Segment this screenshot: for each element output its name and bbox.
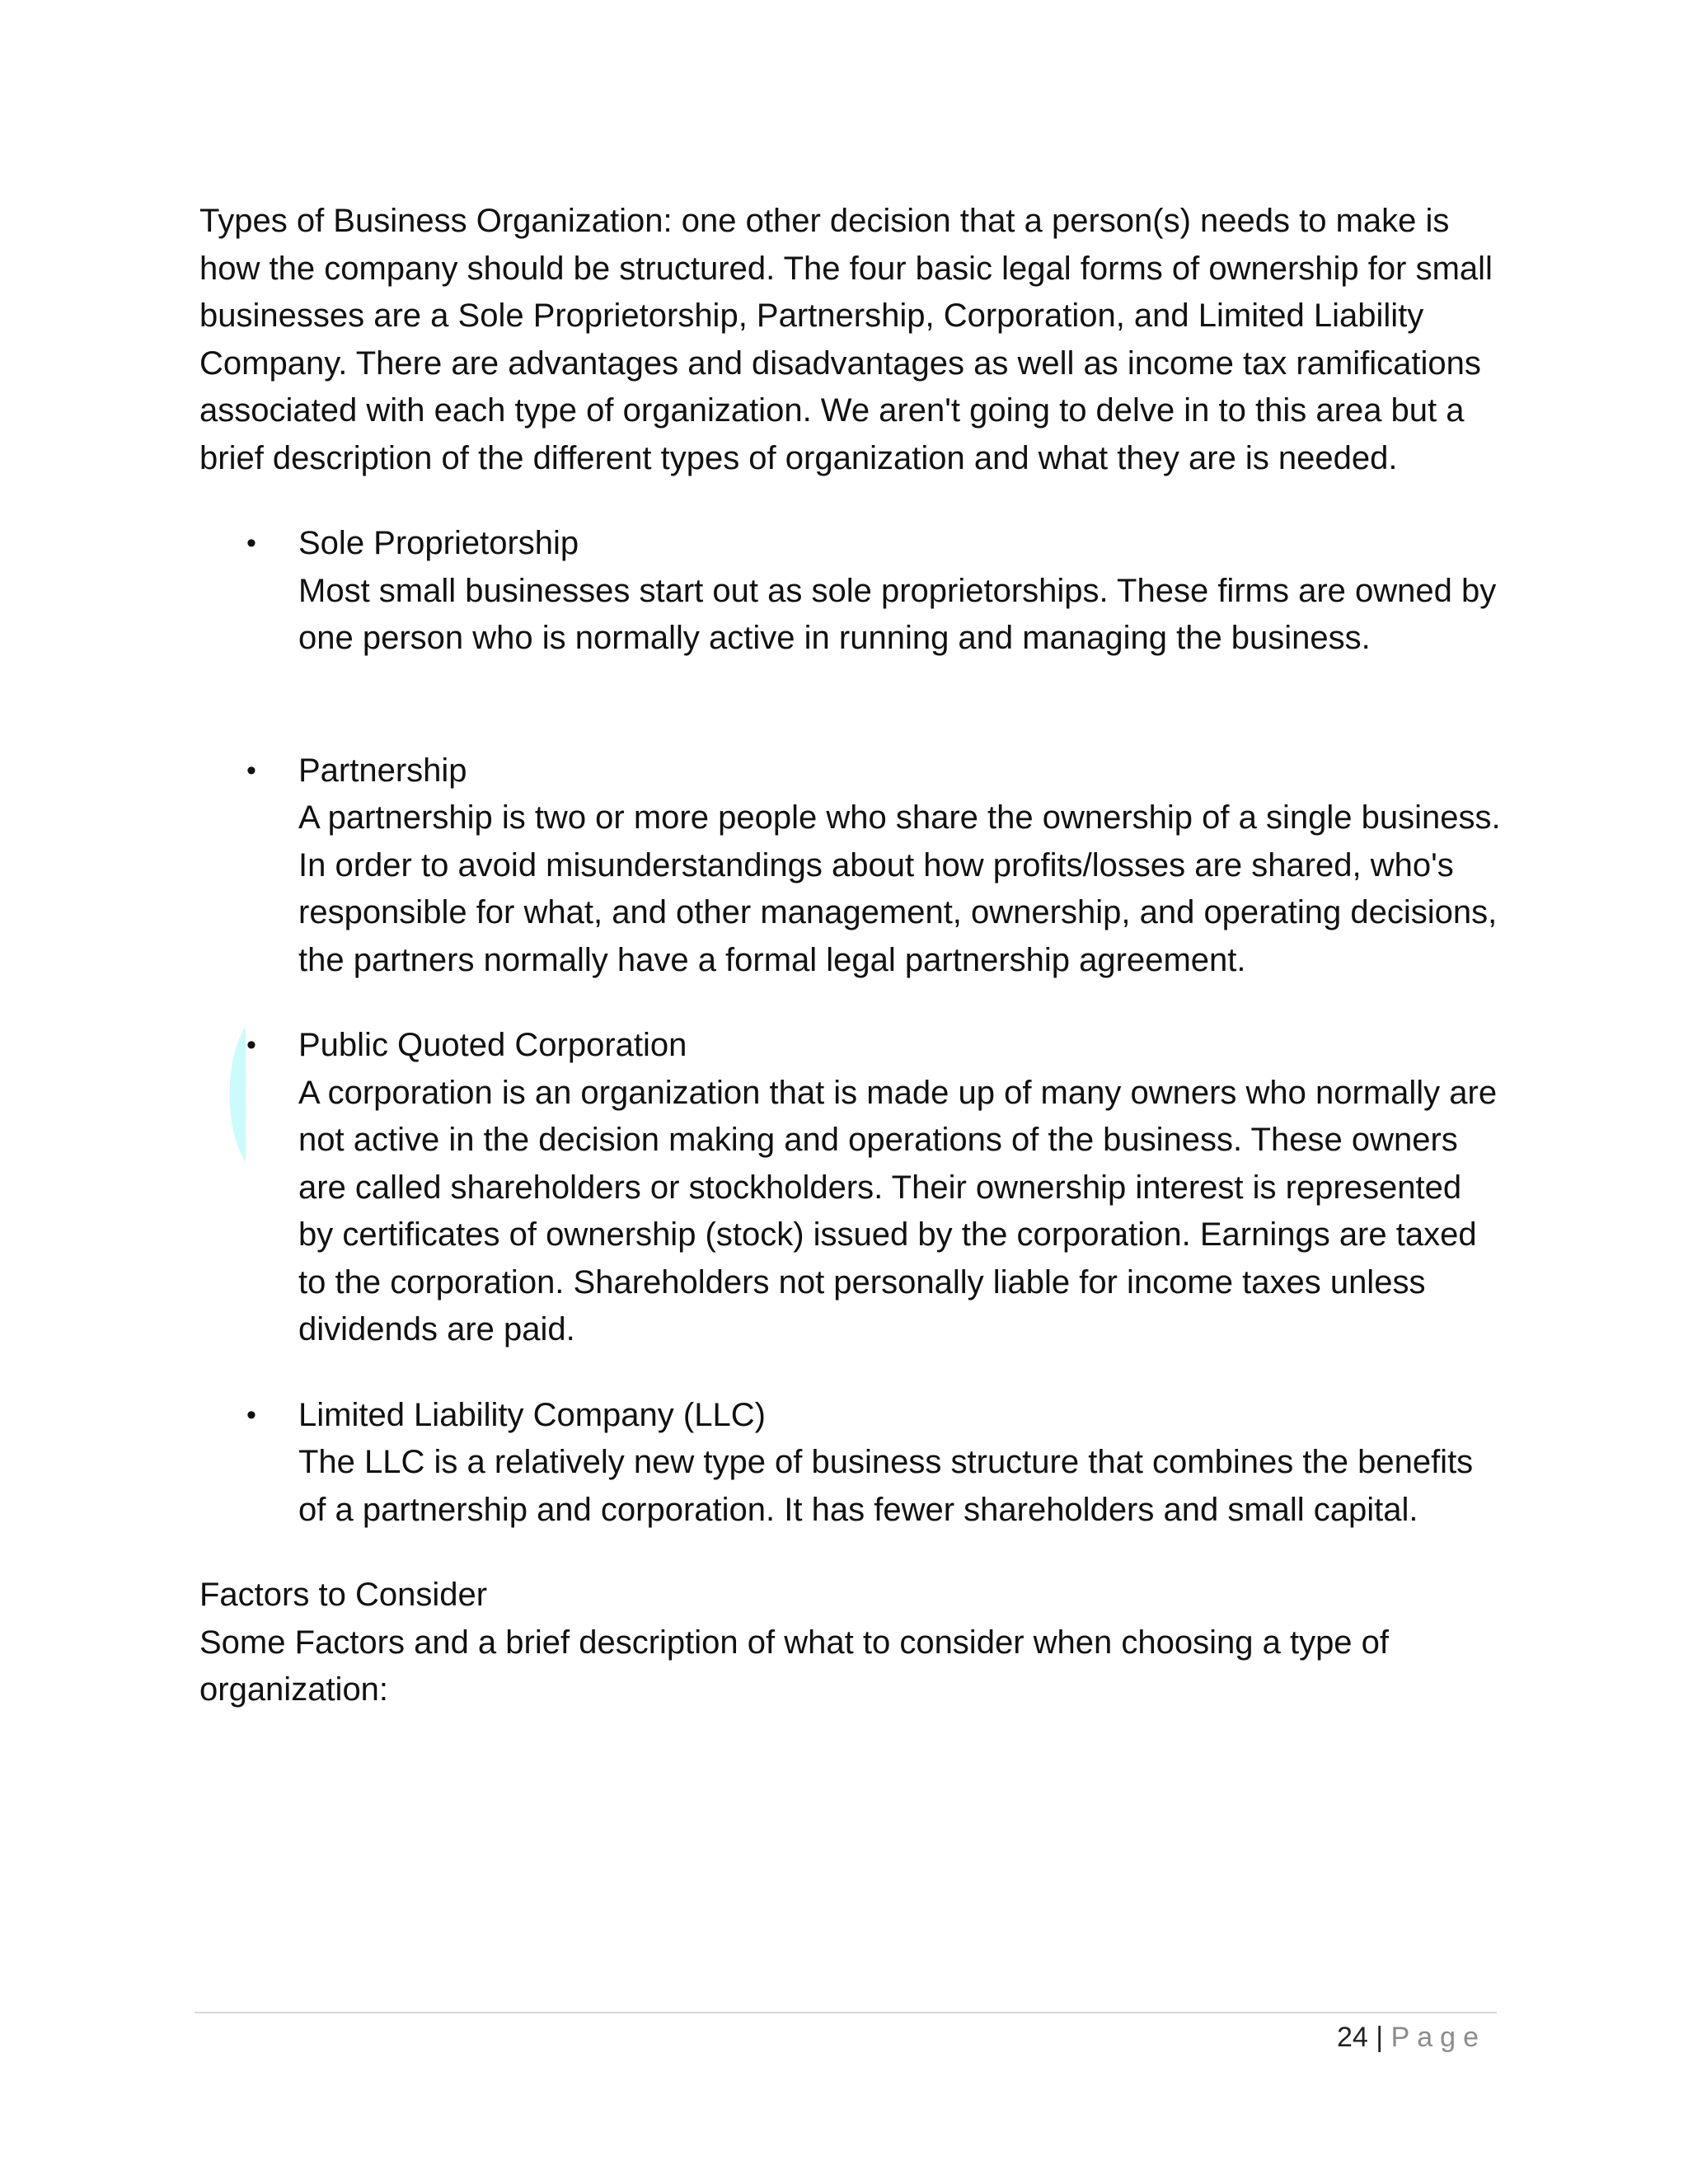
document-body [199,198,1502,1714]
bullet-icon: • [246,1399,256,1431]
item-title: Sole Proprietorship [298,525,579,561]
factors-title: Factors to Consider [199,1577,488,1613]
organization-types-list [199,520,1502,1534]
list-item-sole-proprietorship [199,520,1502,663]
item-description: The LLC is a relatively new type of business structure that combines the benefits of a partnership and corporation. It has fewer shareholders and small capital. [298,1444,1474,1528]
item-title: Public Quoted Corporation [298,1027,687,1063]
factors-section [199,1572,1502,1714]
item-description: A corporation is an organization that is made up of many owners who normally are not active in the decision making and operations of the business. These owners are called shareholders or stockholders. Their ownership interest is represented by certificates of ownership (stock) issued by the corporation. Earnings are taxed to the corporation. Shareholders not personally liable for income taxes unless dividends are paid. [298,1074,1498,1347]
list-item-public-quoted-corporation [199,1022,1502,1354]
bullet-icon: • [246,527,256,559]
list-item-llc [199,1392,1502,1535]
footer-separator: | [1376,2022,1384,2053]
item-title: Limited Liability Company (LLC) [298,1396,766,1433]
item-description: A partnership is two or more people who share the ownership of a single business. In order to avoid misunderstandings about how profits/losses are shared, who's responsible for what, and other management, ownership, and operating decisions, the partners normally have a formal legal partnership agreement. [298,799,1501,978]
page-number: 24 [1337,2022,1368,2053]
list-item-partnership [199,748,1502,985]
bullet-icon: • [246,1029,256,1061]
footer-divider [195,2012,1497,2013]
page-footer [1337,2018,1486,2057]
page-label: Page [1390,2022,1486,2053]
item-description: Most small businesses start out as sole proprietorships. These firms are owned by one person who is normally active in running and managing the business. [298,572,1497,656]
factors-text: Some Factors and a brief description of what to consider when choosing a type of organization: [199,1624,1390,1708]
bullet-icon: • [246,754,256,786]
intro-paragraph: Types of Business Organization: one other decision that a person(s) needs to make is how the company should be structured. The four basic legal forms of ownership for small businesses are a Sole Proprietorship, Partnership, Corporation, and Limited Liability Company. There are advantages and disadvantages as well as income tax ramifications associated with each type of organization. We aren't going to delve in to this area but a brief description of the different types of organization and what they are is needed. [199,203,1493,476]
item-title: Partnership [298,752,467,789]
